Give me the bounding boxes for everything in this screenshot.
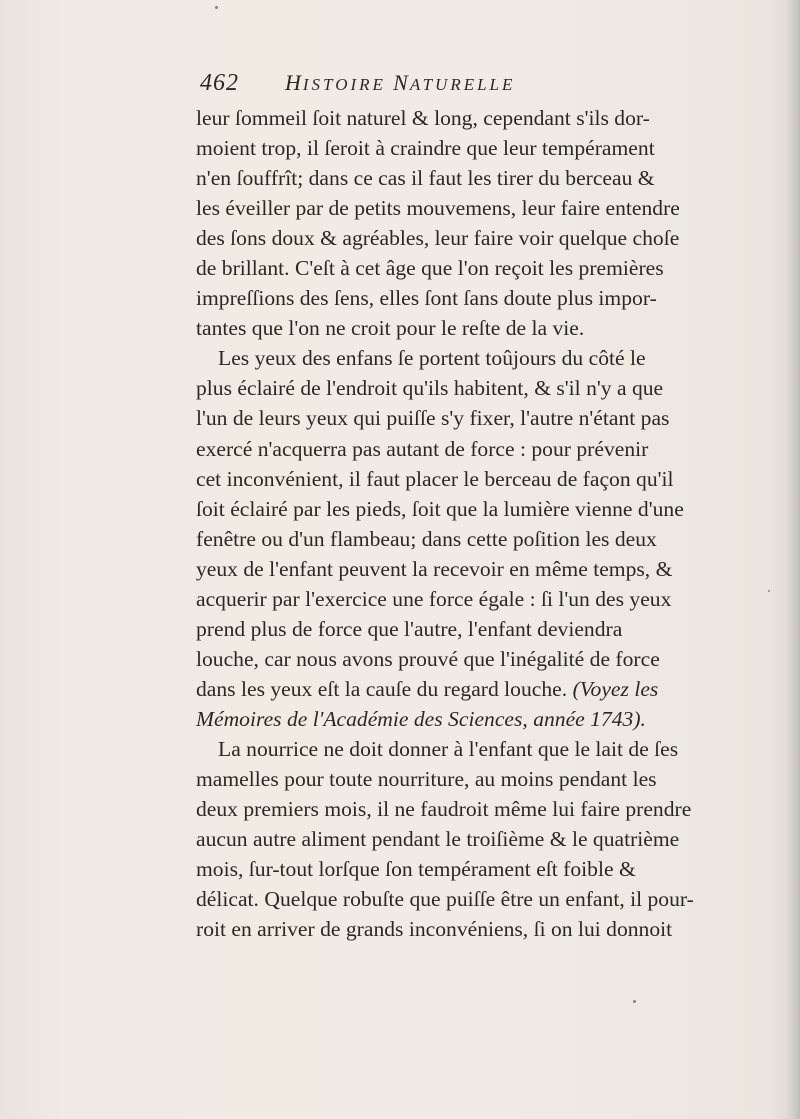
text-line: tantes que l'on ne croit pour le reſte de la vie. — [196, 316, 585, 341]
text-line: délicat. Quelque robuſte que puiſſe être un enfant, il pour- — [196, 887, 694, 912]
text-line: exercé n'acquerra pas autant de force : pour prévenir — [196, 436, 649, 461]
text-line: roit en arriver de grands inconvéniens, ſi on lui donnoit — [196, 917, 673, 942]
page-number: 462 — [200, 70, 239, 96]
text-line: mois, ſur-tout lorſque ſon tempérament eſt foible & — [196, 857, 636, 882]
body-text — [196, 103, 694, 944]
paragraph-start: La nourrice ne doit donner à l'enfant que le lait de ſes — [218, 736, 679, 761]
text-line: les éveiller par de petits mouvemens, leur faire entendre — [196, 196, 680, 221]
paper-speck — [768, 590, 770, 592]
text-line: moient trop, il ſeroit à craindre que leur tempérament — [196, 136, 655, 161]
text-line: yeux de l'enfant peuvent la recevoir en même temps, & — [196, 556, 673, 581]
text-line: n'en ſouffrît; dans ce cas il faut les tirer du berceau & — [196, 166, 655, 191]
text-line: plus éclairé de l'endroit qu'ils habitent, & s'il n'y a que — [196, 376, 664, 401]
running-header — [200, 70, 620, 100]
paper-speck — [633, 1000, 636, 1003]
text-line: mamelles pour toute nourriture, au moins pendant les — [196, 767, 657, 792]
text-line: dans les yeux eſt la cauſe du regard louche. (Voyez les — [196, 676, 659, 701]
text-line: aucun autre aliment pendant le troiſième & le quatrième — [196, 827, 680, 852]
paragraph-start: Les yeux des enfans ſe portent toûjours du côté le — [218, 346, 646, 371]
text-line: de brillant. C'eſt à cet âge que l'on reçoit les premières — [196, 256, 664, 281]
page-edge-shadow — [786, 0, 800, 1119]
text-line: l'un de leurs yeux qui puiſſe s'y fixer, l'autre n'étant pas — [196, 406, 670, 431]
text-line: acquerir par l'exercice une force égale : ſi l'un des yeux — [196, 586, 672, 611]
text-line: ſoit éclairé par les pieds, ſoit que la lumière vienne d'une — [196, 496, 684, 521]
text-line: impreſſions des ſens, elles ſont ſans doute plus impor- — [196, 286, 657, 311]
text-line: deux premiers mois, il ne faudroit même lui faire prendre — [196, 797, 692, 822]
text-line: des ſons doux & agréables, leur faire voir quelque choſe — [196, 226, 680, 251]
text-line: prend plus de force que l'autre, l'enfant deviendra — [196, 616, 623, 641]
citation-italic: (Voyez les — [572, 676, 659, 701]
citation-line: Mémoires de l'Académie des Sciences, année 1743). — [196, 706, 646, 731]
text-line: cet inconvénient, il faut placer le berceau de façon qu'il — [196, 466, 674, 491]
running-title: HISTOIRE NATURELLE — [285, 70, 516, 95]
text-line: leur ſommeil ſoit naturel & long, cependant s'ils dor- — [196, 106, 650, 130]
text-line: louche, car nous avons prouvé que l'inégalité de force — [196, 646, 660, 671]
text-line: fenêtre ou d'un flambeau; dans cette poſition les deux — [196, 526, 657, 551]
paper-speck — [215, 6, 218, 9]
